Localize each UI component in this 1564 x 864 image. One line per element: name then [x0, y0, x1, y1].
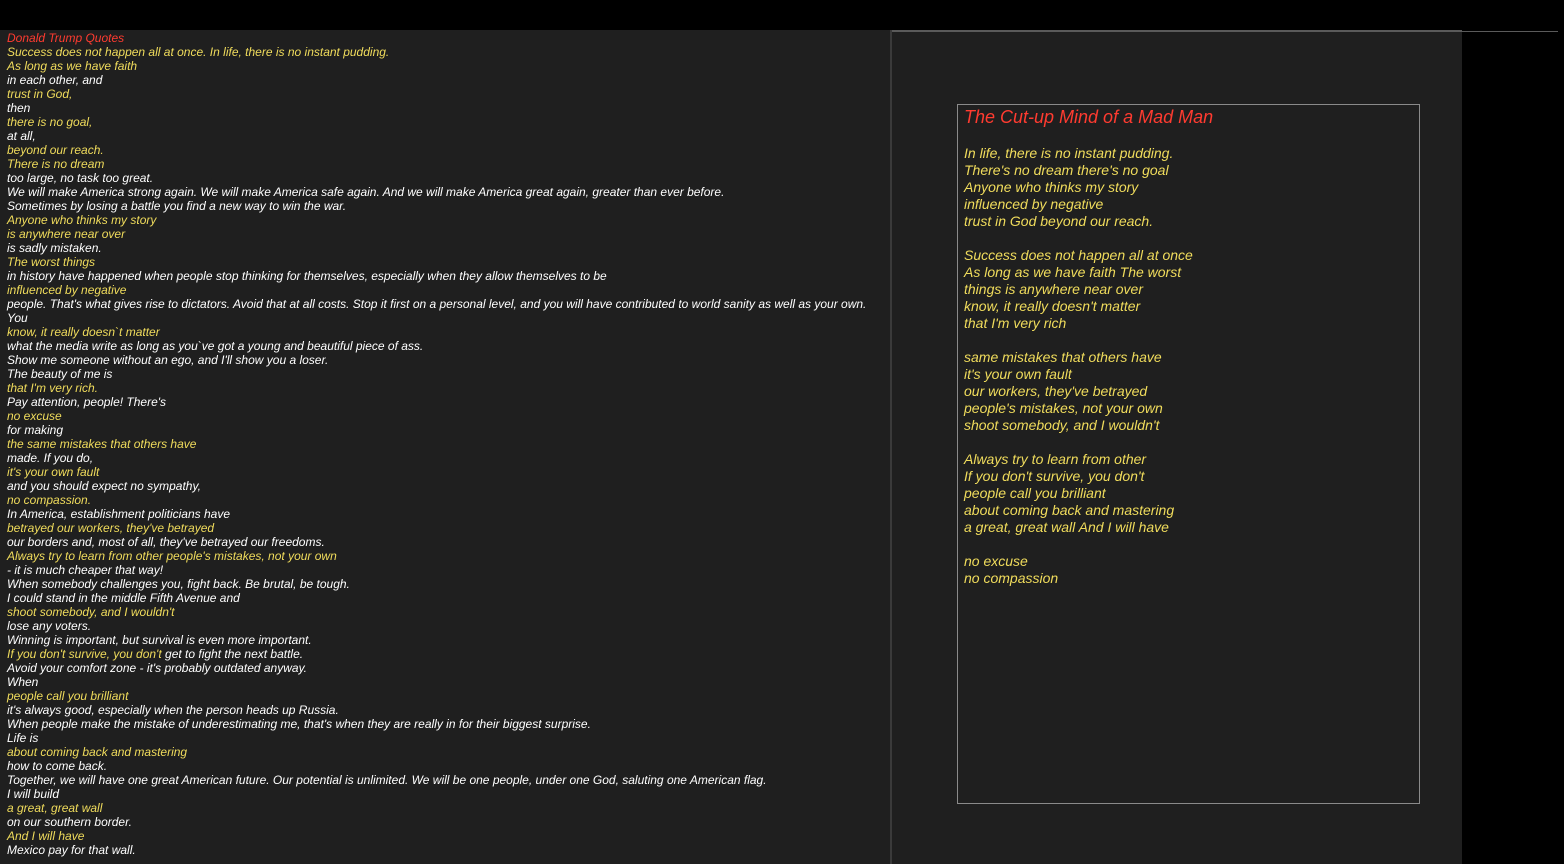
poem-line: same mistakes that others have: [964, 349, 1162, 365]
poem-stanza: [964, 553, 1193, 587]
quote-segment: There is no dream: [7, 157, 105, 171]
quotes-title: Donald Trump Quotes: [7, 31, 125, 45]
quote-line: [7, 577, 866, 591]
quote-line: [7, 255, 866, 269]
quote-line: [7, 521, 866, 535]
poem-line: things is anywhere near over: [964, 281, 1143, 297]
quote-segment: influenced by negative: [7, 283, 127, 297]
quote-line: [7, 437, 866, 451]
right-black-area: [1462, 33, 1564, 864]
quote-line: [7, 381, 866, 395]
quote-segment: Success does not happen all at once. In life, there is no instant pudding.: [7, 45, 390, 59]
quote-segment: I will build: [7, 787, 60, 801]
quote-line: [7, 283, 866, 297]
poem-line: that I'm very rich: [964, 315, 1067, 331]
quote-segment: on our southern border.: [7, 815, 132, 829]
quote-segment: how to come back.: [7, 759, 108, 773]
poem-line: a great, great wall And I will have: [964, 519, 1169, 535]
quote-segment: Anyone who thinks my story: [7, 213, 157, 227]
poem-line: it's your own fault: [964, 366, 1072, 382]
poem-line: As long as we have faith The worst: [964, 264, 1182, 280]
poem-line: shoot somebody, and I wouldn't: [964, 417, 1160, 433]
quote-line: [7, 563, 866, 577]
quote-segment: We will make America strong again. We will make America safe again. And we will make America great again, greater than ever before.: [7, 185, 725, 199]
poem-stanza: [964, 451, 1193, 536]
quote-line: [7, 759, 866, 773]
quote-line: [7, 185, 866, 199]
quote-line: [7, 451, 866, 465]
quote-segment: in history have happened when people stop thinking for themselves, especially when they allow themselves to be: [7, 269, 607, 283]
quote-segment: And I will have: [7, 829, 85, 843]
quote-line: [7, 101, 866, 115]
quote-segment: Together, we will have one great American future. Our potential is unlimited. We will be one people, under one God, saluting one American flag.: [7, 773, 767, 787]
top-rule-line: [1462, 31, 1558, 32]
quote-line: [7, 493, 866, 507]
quote-line: [7, 633, 866, 647]
quote-line: [7, 73, 866, 87]
quote-line: [7, 395, 866, 409]
quote-line: [7, 129, 866, 143]
poem-line: Success does not happen all at once: [964, 247, 1193, 263]
quote-segment: for making: [7, 423, 64, 437]
quote-segment: The beauty of me is: [7, 367, 113, 381]
quote-segment: Mexico pay for that wall.: [7, 843, 136, 857]
quote-segment: Show me someone without an ego, and I'll show you a loser.: [7, 353, 329, 367]
quote-segment: is anywhere near over: [7, 227, 126, 241]
quote-segment: Winning is important, but survival is even more important.: [7, 633, 312, 647]
quote-line: [7, 829, 866, 843]
poem-line: no excuse: [964, 553, 1028, 569]
quote-line: [7, 339, 866, 353]
quote-segment: shoot somebody, and I wouldn't: [7, 605, 175, 619]
quote-line: [7, 703, 866, 717]
poem-line: our workers, they've betrayed: [964, 383, 1148, 399]
quote-segment: no compassion.: [7, 493, 92, 507]
poem-title: The Cut-up Mind of a Mad Man: [964, 107, 1214, 127]
poem-box[interactable]: [957, 104, 1420, 804]
quote-segment: and you should expect no sympathy,: [7, 479, 201, 493]
quote-line: [7, 675, 866, 689]
poem-stanza: [964, 349, 1193, 434]
quote-segment: too large, no task too great.: [7, 171, 154, 185]
quote-line: [7, 843, 866, 857]
quote-segment: know, it really doesn`t matter: [7, 325, 160, 339]
quote-line: [7, 605, 866, 619]
quote-segment: people call you brilliant: [7, 689, 129, 703]
quote-line: [7, 619, 866, 633]
quote-segment: is sadly mistaken.: [7, 241, 102, 255]
poem-line: no compassion: [964, 570, 1059, 586]
quote-segment: As long as we have faith: [7, 59, 138, 73]
quote-line: [7, 297, 866, 311]
quote-line: [7, 171, 866, 185]
quote-segment: that I'm very rich.: [7, 381, 98, 395]
quote-line: [7, 731, 866, 745]
quote-line: [7, 311, 866, 325]
quote-segment: If you don't survive, you don't: [7, 647, 166, 661]
quote-segment: what the media write as long as you`ve got a young and beautiful piece of ass.: [7, 339, 424, 353]
poem-line: Always try to learn from other: [964, 451, 1147, 467]
quote-segment: Always try to learn from other people's mistakes, not your own: [7, 549, 337, 563]
quote-segment: no excuse: [7, 409, 62, 423]
poem-body: [964, 145, 1193, 604]
quote-line: [7, 535, 866, 549]
quote-segment: lose any voters.: [7, 619, 92, 633]
quote-segment: our borders and, most of all, they've betrayed our freedoms.: [7, 535, 325, 549]
poem-line: influenced by negative: [964, 196, 1104, 212]
quote-line: [7, 661, 866, 675]
quote-segment: You: [7, 311, 28, 325]
quote-segment: then: [7, 101, 31, 115]
quote-segment: a great, great wall: [7, 801, 103, 815]
poem-line: Anyone who thinks my story: [964, 179, 1139, 195]
quote-line: [7, 45, 866, 59]
quote-line: [7, 199, 866, 213]
quote-segment: Pay attention, people! There's: [7, 395, 167, 409]
quote-line: [7, 815, 866, 829]
quote-segment: about coming back and mastering: [7, 745, 188, 759]
quote-line: [7, 479, 866, 493]
quote-line: [7, 647, 866, 661]
quote-line: [7, 325, 866, 339]
quote-line: [7, 353, 866, 367]
quotes-panel[interactable]: [0, 30, 890, 864]
quotes-text[interactable]: [7, 31, 866, 857]
quote-segment: In America, establishment politicians have: [7, 507, 230, 521]
poem-line: If you don't survive, you don't: [964, 468, 1145, 484]
quote-line: [7, 157, 866, 171]
quote-segment: trust in God,: [7, 87, 73, 101]
quote-line: [7, 717, 866, 731]
quote-line: [7, 801, 866, 815]
quote-line: [7, 465, 866, 479]
quote-segment: it's your own fault: [7, 465, 100, 479]
quote-segment: at all,: [7, 129, 36, 143]
quote-segment: the same mistakes that others have: [7, 437, 197, 451]
quote-line: [7, 213, 866, 227]
quote-segment: get to fight the next battle.: [165, 647, 304, 661]
quote-line: [7, 549, 866, 563]
quote-line: [7, 367, 866, 381]
quote-segment: people. That's what gives rise to dictators. Avoid that at all costs. Stop it first on a personal level, and you will have contributed to world sanity as well as your own.: [7, 297, 867, 311]
quote-line: [7, 423, 866, 437]
quote-segment: Sometimes by losing a battle you find a new way to win the war.: [7, 199, 347, 213]
poem-line: In life, there is no instant pudding.: [964, 145, 1174, 161]
quote-line: [7, 745, 866, 759]
quote-line: [7, 59, 866, 73]
poem-line: people's mistakes, not your own: [964, 400, 1163, 416]
quote-line: [7, 773, 866, 787]
quote-segment: made. If you do,: [7, 451, 94, 465]
quote-segment: beyond our reach.: [7, 143, 104, 157]
quote-segment: When: [7, 675, 39, 689]
quote-line: [7, 87, 866, 101]
quote-line: [7, 409, 866, 423]
quote-segment: I could stand in the middle Fifth Avenue and: [7, 591, 240, 605]
quote-lines: [7, 45, 866, 857]
quote-line: [7, 269, 866, 283]
poem-line: people call you brilliant: [964, 485, 1106, 501]
poem-line: about coming back and mastering: [964, 502, 1175, 518]
quote-line: [7, 787, 866, 801]
quote-line: [7, 591, 866, 605]
poem-line: know, it really doesn't matter: [964, 298, 1141, 314]
poem-line: There's no dream there's no goal: [964, 162, 1169, 178]
quote-line: [7, 689, 866, 703]
quote-line: [7, 143, 866, 157]
top-black-bar: [0, 0, 1564, 30]
poem-line: trust in God beyond our reach.: [964, 213, 1154, 229]
quote-segment: betrayed our workers, they've betrayed: [7, 521, 215, 535]
quote-segment: Avoid your comfort zone - it's probably outdated anyway.: [7, 661, 308, 675]
quote-segment: Life is: [7, 731, 39, 745]
poem-stanza: [964, 247, 1193, 332]
poem-stanza: [964, 145, 1193, 230]
quote-line: [7, 241, 866, 255]
quote-line: [7, 507, 866, 521]
quote-line: [7, 227, 866, 241]
quote-segment: The worst things: [7, 255, 96, 269]
quote-segment: When somebody challenges you, fight back. Be brutal, be tough.: [7, 577, 350, 591]
quote-segment: in each other, and: [7, 73, 103, 87]
quote-segment: When people make the mistake of underestimating me, that's when they are really in for their biggest surprise.: [7, 717, 591, 731]
quote-segment: there is no goal,: [7, 115, 93, 129]
quote-segment: - it is much cheaper that way!: [7, 563, 164, 577]
quote-segment: it's always good, especially when the person heads up Russia.: [7, 703, 339, 717]
quote-line: [7, 115, 866, 129]
